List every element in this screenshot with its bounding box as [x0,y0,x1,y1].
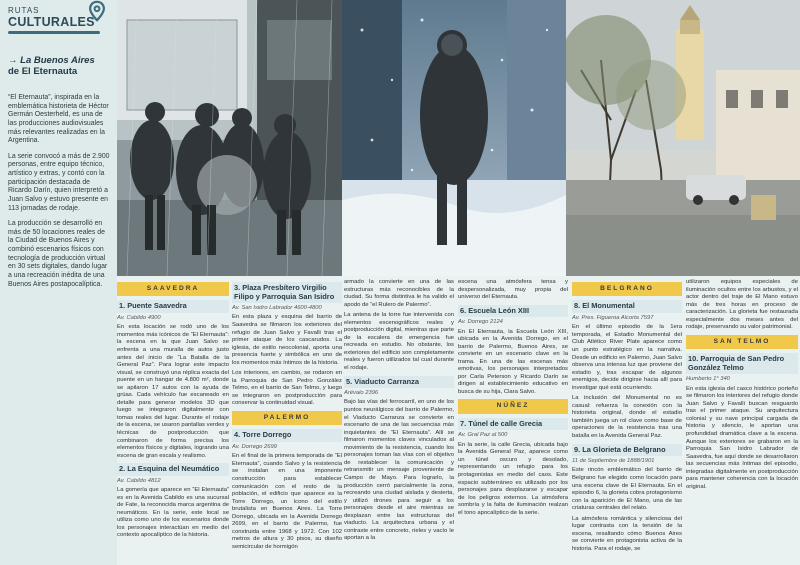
location-address: Av. Pres. Figueroa Alcorta 7597 [572,314,654,321]
photo-group-rain [117,0,342,276]
arrow-icon: → [8,55,18,66]
intro-paragraph: La serie convocó a más de 2.900 personas, entre equipo técnico, artístico y extras, y contó con la participación destacada de Ricardo Darín, quien interpretó a Juan Salvo y estuvo presente en 113 jornadas de rodaje. [8,152,110,212]
intro-paragraph: La producción se desarrolló en más de 50 locaciones reales de la Ciudad de Buenos Aires y combinó escenarios físicos con tecnología de producción virtual en 30 sets digitales, dando lugar a una recreación inédita de una Buenos Aires postapocalíptica. [8,220,108,288]
location-address: Humberto 1° 340 [686,376,730,383]
location-address: Av. San Isidro Labrador 4600-4800 [232,305,322,312]
brand-underline [8,31,100,34]
brand-line1: RUTAS [8,6,40,15]
brand-line2: CULTURALES [8,15,95,29]
location-text: armado la convierte en una de las estructuras más reconocibles de la ciudad. Su forma distintiva le ha valido el apodo de “el Rulero de Palermo”. [344,279,454,308]
location-address: Av. Cabildo 4812 [117,477,161,484]
intro-text [8,94,112,296]
section-band: PALERMO [232,411,342,425]
location-title: 1. Puente Saavedra [117,300,229,313]
location-text: En esta iglesia del casco histórico porteño se filmaron los interiores del refugio donde Juan Salvo y Favalli buscan resguardo tras el primer ataque. Su arquitectura colonial y su nave principal cargada de historia y silencio, le aportan una profundidad dramática clave a la escena. Aunque los exteriores se grabaron en la Parroquia San Isidro Labrador de Saavedra, fue aquí donde se desarrollaron las secuencias más íntimas del episodio, integradas digitalmente en postproducción para mantener coherencia con la locación original. [686,385,798,490]
location-text: Este rincón emblemático del barrio de Belgrano fue elegido como locación para una escena clave de El Eternauta. En el episodio 6, la glorieta cobra protagonismo con la aparición de El Mano, una de las criaturas centrales del relato. [572,467,682,512]
section-band: BELGRANO [572,282,682,296]
location-text: En el último episodio de la 1era temporada, el Estadio Monumental del Club Atlético River Plate aparece como un punto estratégico en la narrativa. Desde un edificio en Palermo, Juan Salvo observa una intensa luz que proviene del estadio y, tras escapar de algunos enemigos, decide dirigirse hacia allí para investigar qué está ocurriendo. [572,324,682,391]
location-title: 9. La Glorieta de Belgrano [572,444,682,457]
intro-column [0,0,117,565]
location-address: Av. Gral Paz al 500 [458,432,508,439]
location-text: La antena de la torre fue intervenida con elementos escenográficos reales y postproducción digital, mientras que parte de la escalera de emergencia fue recreada en estudio. No obstante, los exteriores del edificio son completamente reales y fueron utilizados tal cual durante el rodaje. [344,312,454,372]
column-3 [344,279,454,565]
intro-title [8,55,112,78]
location-title: 7. Túnel de calle Grecia [458,418,568,431]
section-band: SAAVEDRA [117,282,229,296]
photo-church [566,0,800,276]
column-saavedra [117,279,229,565]
location-title: 5. Viaducto Carranza [344,376,454,389]
photo-snow-figure [342,0,566,276]
location-title: 3. Plaza Presbítero Virgilio Filipo y Parroquia San Isidro [232,282,342,303]
location-title: 2. La Esquina del Neumático [117,463,229,476]
section-band: SAN TELMO [686,335,798,349]
location-address: Av. Dorrego 2124 [458,319,503,326]
column-4 [458,279,568,565]
location-text: En El Eternauta, la Escuela León XIII, ubicada en la Avenida Dorrego, en el barrio de Palermo, Buenos Aires, se convierte en un escenario clave en la trama. En una de las escenas más emotivas, los personajes interpretados por Carla Peterson y Ricardo Darín se dirigen al establecimiento educativo en busca de su hija, Clara Salvo. [458,328,568,395]
location-text: utilizaron equipos especiales de iluminación ocultos entre los arbustos, y el actor dentro del traje de El Mano estuvo más de tres horas en proceso de caracterización. La glorieta fue restaurada especialmente dos meses antes del rodaje, preservando su valor patrimonial. [686,279,798,331]
location-text: Los interiores, en cambio, se rodaron en la Parroquia de San Pedro González Telmo, en el barrio de San Telmo, y luego se integraron en postproducción para conservar la continuidad visual. [232,370,342,407]
location-text: La atmósfera romántica y silenciosa del lugar contrasta con la tensión de la escena, resaltando cómo Buenos Aires se convierte en protagonista activa de la historia. Para el rodaje, se [572,515,682,552]
section-band: NÚÑEZ [458,399,568,413]
intro-title-italic: La Buenos Aires [20,55,95,66]
intro-paragraph: “El Eternauta”, inspirada en la emblemática historieta de Héctor Germán Oesterheld, es una de las producciones audiovisuales más relevantes realizadas en la Argentina. [8,94,109,145]
location-text: La inclusión del Monumental no es casual: refuerza la conexión con la historieta original, donde el estadio también juega un rol clave como base de operaciones de la resistencia tras una batalla en la Avenida General Paz. [572,395,682,440]
location-address: Av. Dorrego 2699 [232,443,277,450]
intro-title-rest: de El Eternauta [8,66,78,78]
location-address: Arévalo 2396 [344,390,379,397]
location-text: La gomería que aparece en “El Eternauta” es en la Avenida Cabildo es una sucursal de Fate, la reconocida marca argentina de neumáticos. En la serie, este local se utiliza como uno de los escenarios donde los personajes interactúan en medio del contexto apocalíptico de la historia. [117,487,229,539]
location-pin-icon [86,0,108,27]
location-text: Bajo las vías del ferrocarril, en uno de los puntos neurálgicos del barrio de Palermo, el Viaducto Carranza se convierte en escenario de una de las secuencias más inquietantes de “El Eternauta”. Allí se filmaron momentos claves vinculados al movimiento de la resistencia, cuando los personajes toman las vías con el objetivo de restablecer la comunicación y retransmitir un mensaje proveniente de Campo de Mayo. Para lograrlo, la producción cerró parcialmente la zona, recreando una ciudad aislada y desierta, y utilizó drones para seguir a los personajes desde el aire mientras se desplazan entre las estructuras del viaducto. La arquitectura urbana y el contraste entre concreto, rieles y vacío le aportan a la [344,399,454,542]
location-title: 8. El Monumental [572,300,682,313]
location-text: En esta locación se rodó uno de los momentos más icónicos de “El Eternauta”: la escena en la que Juan Salvo se enfrenta a una muralla de autos justo antes del inicio de “La Batalla de la General Paz”. Para lograr este impacto visual, se construyó una réplica exacta del puente en un hangar de 4.800 m², donde se apilaron 17 autos con la ayuda de grúas. Cada vehículo fue escaneado en detalle para generar modelos 3D que luego se integraron digitalmente con tomas reales del lugar. Durante el rodaje de la escena, se usaron pantallas verdes y técnicas de postproducción que combinaron de forma precisa los elementos físicos y digitales, logrando una escena de gran escala y realismo. [117,324,229,459]
location-text: En la serie, la calle Grecia, ubicada bajo la Avenida General Paz, aparece como un túnel oscuro y desolado, representando un refugio para los protagonistas en medio del caos. Este espacio subterráneo es utilizado por los personajes para desplazarse y escapar de los peligros externos. La atmósfera sombría y la falta de iluminación realzan el tono apocalíptico de la serie. [458,441,568,516]
location-title: 6. Escuela León XIII [458,305,568,318]
location-address: 11 de Septiembre de 1888/1901 [572,458,655,465]
location-text: En esta plaza y esquina del barrio de Saavedra se filmaron los exteriores del refugio de Juan Salvo y Favalli tras el primer ataque de los cascarudos. La iglesia, de estilo neocolonial, aporta una presencia fuerte y simbólica en uno de los momentos más íntimos de la historia. [232,314,342,366]
location-text: En el final de la primera temporada de “El Eternauta”, cuando Salvo y la resistencia se instalan en una imponente construcción para establecer comunicación con el resto de la población, el edificio que aparece es la Torre Dorrego, un ícono del estilo brutalista en Buenos Aires. La Torre Dorrego, ubicada en la Avenida Dorrego 2699, en el barrio de Palermo, fue construida entre 1968 y 1972. Con 102 metros de altura y 30 pisos, su diseño semicircular de hormigón [232,453,342,550]
location-title: 10. Parroquia de San Pedro González Telmo [686,353,798,374]
location-address: Av. Cabildo 4900 [117,314,161,321]
column-belgrano [572,279,682,565]
column-2 [232,279,342,565]
column-6 [686,279,798,565]
location-text: escena una atmósfera tensa y despersonalizada, muy propia del universo del Eternauta. [458,279,568,301]
location-title: 4. Torre Dorrego [232,429,342,442]
